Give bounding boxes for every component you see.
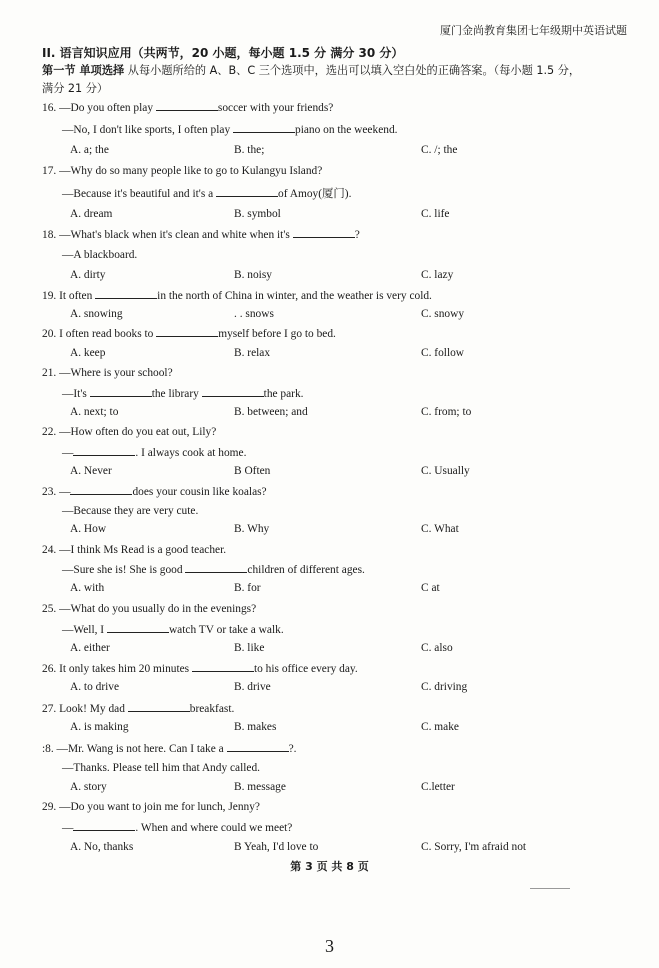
- question-18-line-1: [42, 227, 360, 242]
- option-b: B. drive: [234, 681, 271, 693]
- question-text: 26. It only takes him 20 minutes: [42, 663, 192, 675]
- question-text: 18. —What's black when it's clean and white when it's: [42, 229, 293, 241]
- question-text: 27. Look! My dad: [42, 703, 128, 715]
- option-a: A. dream: [70, 208, 113, 220]
- option-a: A. a; the: [70, 144, 109, 156]
- exam-header: 厦门金尚教育集团七年级期中英语试题: [440, 24, 627, 37]
- question-text: 16. —Do you often play: [42, 102, 156, 114]
- page-footer: 第 3 页 共 8 页: [290, 860, 369, 873]
- option-b: B. for: [234, 582, 261, 594]
- question-text: 20. I often read books to: [42, 328, 157, 340]
- option-c: C. lazy: [421, 269, 454, 281]
- option-b: B. relax: [234, 347, 271, 359]
- option-c: C at: [421, 582, 440, 594]
- question-text: —Because they are very cute.: [62, 505, 199, 517]
- option-a: A. story: [70, 781, 107, 793]
- question-text: —: [62, 822, 74, 834]
- option-a: A. to drive: [70, 681, 120, 693]
- question-16-line-1: [42, 100, 333, 115]
- question-text: 17. —Why do so many people like to go to Kulangyu Island?: [42, 165, 323, 177]
- option-c: C. follow: [421, 347, 465, 359]
- question-text: —Thanks. Please tell him that Andy called.: [62, 762, 261, 774]
- answer-blank: [70, 484, 132, 495]
- option-b: B. message: [234, 781, 286, 793]
- answer-blank: [90, 386, 152, 397]
- question-text: breakfast.: [189, 703, 235, 715]
- option-c: C.letter: [421, 781, 455, 793]
- question-text: ?: [354, 229, 360, 241]
- option-c: C. What: [421, 523, 459, 535]
- question-27-line-1: [42, 701, 234, 716]
- question-21-line-2: [62, 386, 304, 401]
- option-c: C. snowy: [421, 308, 465, 320]
- question-text: —It's: [62, 388, 90, 400]
- question-text: ?.: [288, 743, 297, 755]
- part1-instructions: [42, 62, 580, 78]
- option-c: C. also: [421, 642, 453, 654]
- answer-blank: [227, 741, 289, 752]
- question-28-line-1: [42, 741, 296, 756]
- question-19-line-1: [42, 288, 432, 303]
- answer-blank: [73, 445, 135, 456]
- answer-blank: [192, 661, 254, 672]
- question-text: soccer with your friends?: [217, 102, 334, 114]
- question-24-line-1: [42, 543, 226, 557]
- answer-blank: [233, 122, 295, 133]
- option-a: A. is making: [70, 721, 129, 733]
- question-text: 25. —What do you usually do in the evenings?: [42, 603, 257, 615]
- question-text: 24. —I think Ms Read is a good teacher.: [42, 544, 227, 556]
- answer-blank: [202, 386, 264, 397]
- question-24-line-2: [62, 562, 365, 577]
- option-c: C. from; to: [421, 406, 472, 418]
- decorative-line: [530, 888, 570, 889]
- option-a: A. keep: [70, 347, 106, 359]
- part1-label: 第一节 单项选择: [42, 64, 125, 77]
- question-text: —Well, I: [62, 624, 107, 636]
- question-21-line-1: [42, 366, 173, 380]
- question-text: . I always cook at home.: [135, 447, 247, 459]
- question-text: does your cousin like koalas?: [132, 486, 267, 498]
- question-text: 23. —: [42, 486, 71, 498]
- question-22-line-1: [42, 425, 216, 439]
- answer-blank: [107, 622, 169, 633]
- answer-blank: [156, 326, 218, 337]
- question-25-line-1: [42, 602, 256, 616]
- option-c: C. driving: [421, 681, 468, 693]
- question-text: piano on the weekend.: [295, 124, 398, 136]
- question-text: —: [62, 447, 74, 459]
- option-c: C. life: [421, 208, 450, 220]
- option-b: B. between; and: [234, 406, 308, 418]
- option-a: A. snowing: [70, 308, 123, 320]
- option-a: A. next; to: [70, 406, 119, 418]
- question-text: . When and where could we meet?: [135, 822, 293, 834]
- option-c: C. make: [421, 721, 459, 733]
- part1-instructions-cont: 满分 21 分）: [42, 82, 109, 95]
- answer-blank: [73, 820, 135, 831]
- option-b: B. Why: [234, 523, 270, 535]
- question-text: myself before I go to bed.: [218, 328, 336, 340]
- option-b: B. noisy: [234, 269, 272, 281]
- question-text: 21. —Where is your school?: [42, 367, 173, 379]
- answer-blank: [185, 562, 247, 573]
- question-text: —Because it's beautiful and it's a: [62, 188, 217, 200]
- answer-blank: [156, 100, 218, 111]
- question-text: —A blackboard.: [62, 249, 138, 261]
- question-25-line-2: [62, 622, 284, 637]
- question-17-line-1: [42, 164, 322, 178]
- option-b: B. the;: [234, 144, 265, 156]
- question-text: the park.: [263, 388, 304, 400]
- option-a: A. with: [70, 582, 105, 594]
- question-23-line-1: [42, 484, 267, 499]
- question-text: watch TV or take a walk.: [168, 624, 284, 636]
- answer-blank: [216, 186, 278, 197]
- question-text: —Sure she is! She is good: [62, 564, 186, 576]
- question-16-line-2: [62, 122, 397, 137]
- option-b: B. symbol: [234, 208, 281, 220]
- question-20-line-1: [42, 326, 336, 341]
- question-28-line-2: [62, 761, 260, 775]
- question-22-line-2: [62, 445, 246, 460]
- question-18-line-2: [62, 248, 137, 262]
- question-29-line-1: [42, 800, 260, 814]
- question-17-line-2: [62, 186, 351, 201]
- question-text: to his office every day.: [253, 663, 358, 675]
- question-text: 22. —How often do you eat out, Lily?: [42, 426, 217, 438]
- page-number: 3: [325, 936, 334, 956]
- answer-blank: [128, 701, 190, 712]
- question-text: children of different ages.: [247, 564, 365, 576]
- answer-blank: [95, 288, 157, 299]
- option-a: A. No, thanks: [70, 841, 134, 853]
- option-a: A. Never: [70, 465, 112, 477]
- question-text: of Amoy(厦门).: [278, 188, 352, 200]
- option-c: C. Sorry, I'm afraid not: [421, 841, 527, 853]
- option-b: B. like: [234, 642, 265, 654]
- option-a: A. How: [70, 523, 107, 535]
- question-26-line-1: [42, 661, 358, 676]
- question-text: —No, I don't like sports, I often play: [62, 124, 233, 136]
- option-b: B. makes: [234, 721, 277, 733]
- question-text: 29. —Do you want to join me for lunch, Jenny?: [42, 801, 260, 813]
- option-b: . . snows: [234, 308, 274, 320]
- question-text: 19. It often: [42, 290, 96, 302]
- question-text: :8. —Mr. Wang is not here. Can I take a: [42, 743, 227, 755]
- option-c: C. Usually: [421, 465, 470, 477]
- option-a: A. dirty: [70, 269, 106, 281]
- section-title: II. 语言知识应用（共两节，20 小题，每小题 1.5 分 满分 30 分）: [42, 46, 404, 60]
- option-b: B Often: [234, 465, 271, 477]
- option-c: C. /; the: [421, 144, 458, 156]
- part1-instr: 从每小题所给的 A、B、C 三个选项中，选出可以填入空白处的正确答案。（每小题 1.5 分，: [127, 64, 581, 77]
- option-b: B Yeah, I'd love to: [234, 841, 319, 853]
- question-text: the library: [151, 388, 202, 400]
- question-23-line-2: [62, 504, 198, 518]
- question-text: in the north of China in winter, and the weather is very cold.: [157, 290, 432, 302]
- question-29-line-2: [62, 820, 292, 835]
- option-a: A. either: [70, 642, 110, 654]
- answer-blank: [293, 227, 355, 238]
